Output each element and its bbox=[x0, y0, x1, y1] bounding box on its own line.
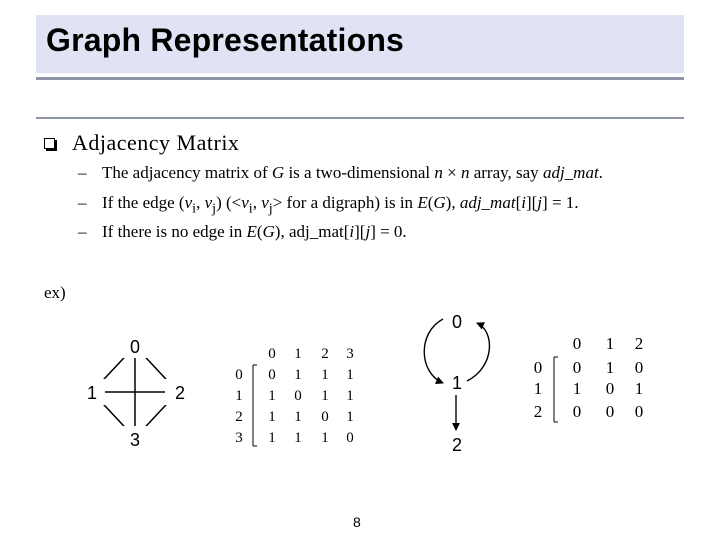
text: ][ bbox=[525, 193, 538, 212]
row-header: 0 bbox=[533, 358, 543, 377]
matrix-cell: 0 bbox=[572, 358, 582, 377]
text: adj_mat bbox=[459, 193, 516, 212]
matrix-cell: 1 bbox=[634, 379, 644, 398]
text: ( bbox=[256, 222, 263, 241]
col-header: 2 bbox=[634, 334, 644, 353]
text: n bbox=[460, 163, 470, 182]
bullet-heading: Adjacency Matrix bbox=[72, 130, 240, 155]
node-1-label: 1 bbox=[86, 383, 98, 403]
sub-bullet-1 bbox=[78, 163, 603, 183]
matrix-cell: 1 bbox=[346, 409, 354, 425]
node-2-label: 2 bbox=[451, 435, 463, 455]
text: v bbox=[261, 193, 269, 212]
edge-1-to-0 bbox=[467, 323, 489, 381]
text: adj_mat bbox=[542, 163, 599, 182]
matrix-cell: 0 bbox=[605, 379, 615, 398]
sub-bullet-2 bbox=[78, 193, 579, 217]
node-0-label: 0 bbox=[451, 312, 463, 332]
matrix-cell: 0 bbox=[605, 402, 615, 421]
text: ( bbox=[427, 193, 434, 212]
edge-0-to-1 bbox=[424, 319, 443, 383]
matrix-cell: 1 bbox=[605, 358, 615, 377]
matrix-cell: 1 bbox=[268, 388, 276, 404]
section-divider bbox=[36, 117, 684, 119]
row-header: 0 bbox=[235, 367, 243, 383]
text: > for a digraph) is in bbox=[272, 193, 418, 212]
text: . bbox=[598, 163, 603, 182]
text: j bbox=[537, 193, 543, 212]
col-header: 2 bbox=[321, 346, 329, 362]
text: i bbox=[248, 200, 253, 217]
text: v bbox=[184, 193, 193, 212]
matrix-cell: 1 bbox=[321, 388, 329, 404]
text: j bbox=[212, 200, 217, 217]
text: i bbox=[349, 222, 355, 241]
matrix-cell: 0 bbox=[321, 409, 329, 425]
sub-bullet-3 bbox=[78, 222, 407, 242]
text: ) (< bbox=[216, 193, 242, 212]
matrix-cell: 0 bbox=[572, 402, 582, 421]
directed-graph bbox=[415, 305, 505, 465]
col-header: 1 bbox=[605, 334, 615, 353]
col-header: 0 bbox=[268, 346, 276, 362]
node-1-label: 1 bbox=[451, 373, 463, 393]
row-header: 2 bbox=[533, 402, 543, 421]
title-underline bbox=[36, 77, 684, 80]
row-header: 1 bbox=[235, 388, 243, 404]
page-title: Graph Representations bbox=[46, 22, 405, 58]
text: If there is no edge in bbox=[102, 222, 247, 241]
text: × bbox=[442, 163, 461, 182]
matrix-cell: 0 bbox=[294, 388, 302, 404]
text: ] = 0. bbox=[370, 222, 407, 241]
node-2-label: 2 bbox=[174, 383, 186, 403]
text: ] = 1. bbox=[542, 193, 579, 212]
matrix-cell: 1 bbox=[321, 430, 329, 446]
example-label: ex) bbox=[44, 283, 66, 302]
matrix-cell: 1 bbox=[268, 430, 276, 446]
node-0-label: 0 bbox=[129, 337, 141, 357]
text: ), bbox=[445, 193, 460, 212]
matrix-cell: 1 bbox=[268, 409, 276, 425]
text: v bbox=[241, 193, 249, 212]
text: is a two-dimensional bbox=[284, 163, 435, 182]
text: v bbox=[204, 193, 213, 212]
matrix-cell: 1 bbox=[294, 430, 302, 446]
text: G bbox=[271, 163, 285, 182]
text: If the edge ( bbox=[102, 193, 185, 212]
dash: – bbox=[78, 163, 87, 182]
checkbox-bullet-icon bbox=[44, 138, 55, 149]
text: , bbox=[252, 193, 262, 212]
text: E bbox=[417, 193, 428, 212]
col-header: 3 bbox=[346, 346, 354, 362]
dash: – bbox=[78, 222, 87, 241]
row-header: 3 bbox=[235, 430, 243, 446]
text: ), adj_mat[ bbox=[274, 222, 350, 241]
dash: – bbox=[78, 193, 87, 212]
matrix-cell: 1 bbox=[346, 388, 354, 404]
page-number: 8 bbox=[353, 514, 361, 530]
text: G bbox=[433, 193, 446, 212]
text: i bbox=[192, 200, 197, 217]
text: G bbox=[262, 222, 275, 241]
col-header: 0 bbox=[572, 334, 582, 353]
matrix-cell: 0 bbox=[634, 358, 644, 377]
undirected-matrix bbox=[225, 340, 365, 450]
text: ][ bbox=[354, 222, 366, 241]
text: array, say bbox=[469, 163, 543, 182]
col-header: 1 bbox=[294, 346, 302, 362]
matrix-cell: 1 bbox=[321, 367, 329, 383]
text: E bbox=[246, 222, 257, 241]
undirected-graph bbox=[60, 320, 230, 460]
matrix-cell: 1 bbox=[346, 367, 354, 383]
directed-matrix bbox=[522, 330, 662, 430]
row-header: 1 bbox=[533, 379, 543, 398]
matrix-cell: 0 bbox=[346, 430, 354, 446]
text: n bbox=[434, 163, 443, 182]
text: , bbox=[196, 193, 205, 212]
text: i bbox=[521, 193, 526, 212]
node-3-label: 3 bbox=[129, 430, 141, 450]
text: j bbox=[268, 200, 273, 217]
text: [ bbox=[515, 193, 522, 212]
matrix-cell: 1 bbox=[294, 367, 302, 383]
row-header: 2 bbox=[235, 409, 243, 425]
text: j bbox=[365, 222, 371, 241]
matrix-cell: 1 bbox=[572, 379, 582, 398]
matrix-cell: 0 bbox=[268, 367, 276, 383]
text: The adjacency matrix of bbox=[102, 163, 272, 182]
matrix-cell: 0 bbox=[634, 402, 644, 421]
matrix-cell: 1 bbox=[294, 409, 302, 425]
